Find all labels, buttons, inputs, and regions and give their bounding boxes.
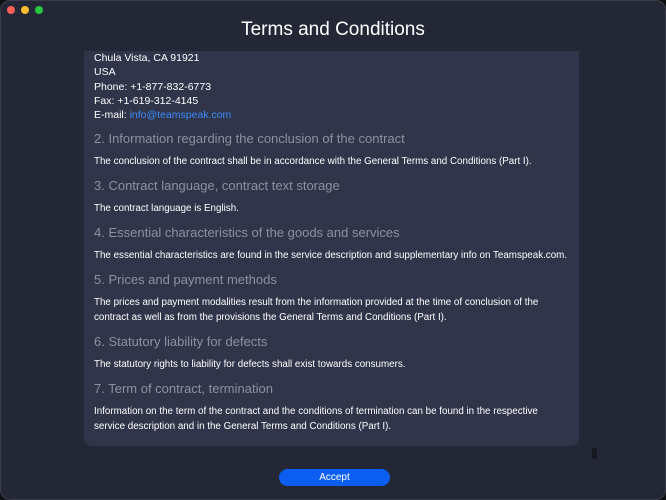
company-address xyxy=(94,51,569,122)
section-heading: 3. Contract language, contract text storage xyxy=(94,178,340,194)
terms-scroll-panel[interactable] xyxy=(84,51,579,446)
section-heading: 5. Prices and payment methods xyxy=(94,272,277,288)
address-country: USA xyxy=(94,66,116,79)
terms-content xyxy=(94,51,569,434)
accept-button[interactable]: Accept xyxy=(279,469,390,486)
section-text: Information on the term of the contract and the conditions of termination can be found in the respective service description and in the General Terms and Conditions (Part I). xyxy=(94,406,538,433)
address-fax: Fax: +1-619-312-4145 xyxy=(94,94,199,107)
address-email-line xyxy=(94,108,569,122)
window-controls xyxy=(7,6,43,14)
section-text: The statutory rights to liability for defects shall exist towards consumers. xyxy=(94,359,406,371)
section-heading: 6. Statutory liability for defects xyxy=(94,334,268,350)
scrollbar-thumb[interactable] xyxy=(592,448,597,459)
minimize-window-button[interactable] xyxy=(21,6,29,14)
section-heading: 2. Information regarding the conclusion of the contract xyxy=(94,131,405,147)
section-text: The contract language is English. xyxy=(94,203,239,215)
email-link[interactable]: info@teamspeak.com xyxy=(129,109,232,122)
address-city-line: Chula Vista, CA 91921 xyxy=(94,52,200,64)
dialog-title: Terms and Conditions xyxy=(241,19,425,40)
close-window-button[interactable] xyxy=(7,6,15,14)
section-heading: 4. Essential characteristics of the goods and services xyxy=(94,225,400,241)
section-text: The essential characteristics are found in the service description and supplementary info on Teamspeak.com. xyxy=(94,250,568,262)
section-heading: 7. Term of contract, termination xyxy=(94,381,273,397)
section-text: The conclusion of the contract shall be in accordance with the General Terms and Conditions (Part I). xyxy=(94,156,532,168)
zoom-window-button[interactable] xyxy=(35,6,43,14)
address-phone: Phone: +1-877-832-6773 xyxy=(94,80,212,93)
section-text: The prices and payment modalities result from the information provided at the time of conclusion of the contract as well as from the provisions the General Terms and Conditions (Part I). xyxy=(94,297,539,324)
email-label: E-mail: xyxy=(94,109,130,122)
